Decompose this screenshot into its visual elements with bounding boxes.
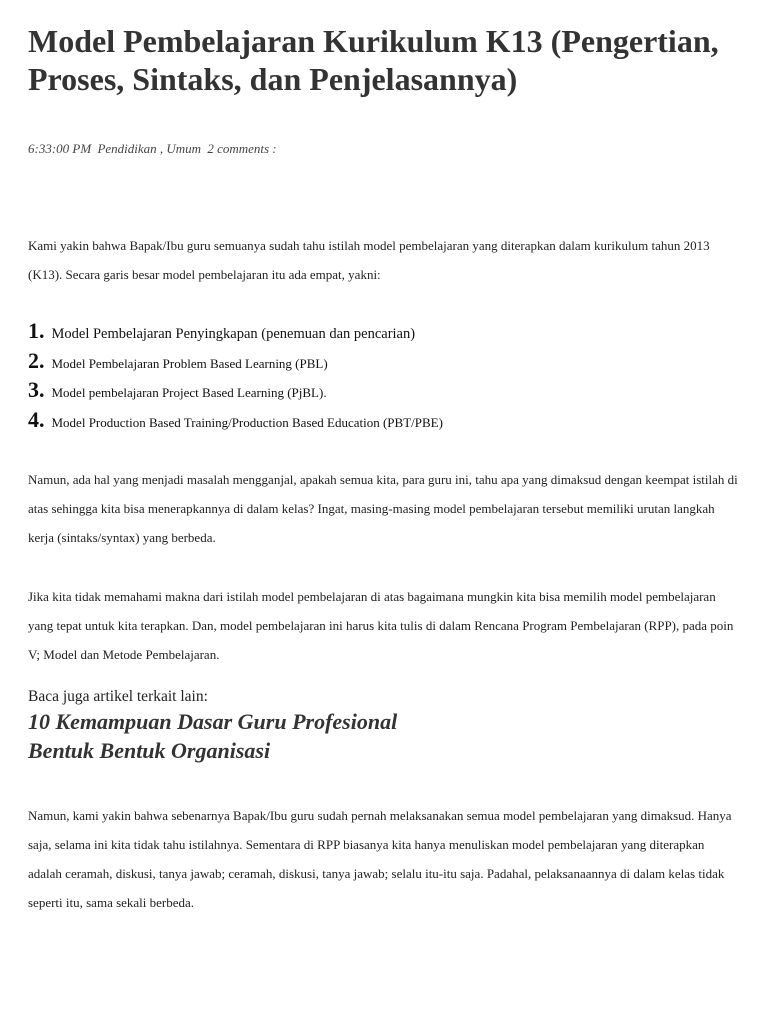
list-item [28,375,443,405]
list-text: Model pembelajaran Project Based Learning (PjBL). [51,385,327,400]
post-meta [28,141,280,157]
post-time[interactable]: 6:33:00 PM [28,141,92,156]
body-paragraph: Namun, ada hal yang menjadi masalah mengganjal, apakah semua kita, para guru ini, tahu apa yang dimaksud dengan keempat istilah di atas sehingga kita bisa menerapkannya di dalam kelas? Ingat, masing-masing model pembelajaran tersebut memiliki urutan langkah kerja (sintaks/syntax) yang berbeda. [28,472,738,545]
list-text: Model Pembelajaran Problem Based Learning (PBL) [51,355,328,371]
list-item [28,346,443,376]
list-number: 3. [28,377,45,402]
list-item [28,316,443,346]
list-number: 2. [28,347,45,373]
list-number: 4. [28,406,45,432]
body-paragraph: Namun, kami yakin bahwa sebenarnya Bapak/Ibu guru sudah pernah melaksanakan semua model pembelajaran yang dimaksud. Hanya saja, selama ini kita tidak tahu istilahnya. Sementara di RPP biasanya kita hanya menuliskan model pembelajaran yang diterapkan adalah ceramah, diskusi, tanya jawab; ceramah, diskusi, tanya jawab; selalu itu-itu saja. Padahal, pelaksanaannya di dalam kelas tidak seperti itu, sama sekali berbeda. [28,808,732,910]
list-text: Model Pembelajaran Penyingkapan (penemuan dan pencarian) [51,326,416,342]
list-text: Model Production Based Training/Production Based Education (PBT/PBE) [51,414,443,430]
list-number: 1. [28,318,45,343]
intro-paragraph: Kami yakin bahwa Bapak/Ibu guru semuanya sudah tahu istilah model pembelajaran yang diterapkan dalam kurikulum tahun 2013 (K13). Secara garis besar model pembelajaran itu ada empat, yakni: [28,238,710,282]
related-article-link[interactable]: Bentuk Bentuk Organisasi [28,738,271,763]
post-labels[interactable]: Pendidikan , Umum [97,141,202,156]
list-item [28,405,443,435]
article-title: Model Pembelajaran Kurikulum K13 (Pengertian, Proses, Sintaks, dan Penjelasannya) [28,23,719,97]
body-paragraph: Jika kita tidak memahami makna dari istilah model pembelajaran di atas bagaimana mungkin kita bisa memilih model pembelajaran yang tepat untuk kita terapkan. Dan, model pembelajaran ini harus kita tulis di dalam Rencana Program Pembelajaran (RPP), pada poin V; Model dan Metode Pembelajaran. [28,589,734,662]
model-list [28,316,443,434]
see-also-label: Baca juga artikel terkait lain: [28,688,208,705]
related-article-link[interactable]: 10 Kemampuan Dasar Guru Profesional [28,709,398,734]
post-comments[interactable]: 2 comments : [207,141,277,156]
